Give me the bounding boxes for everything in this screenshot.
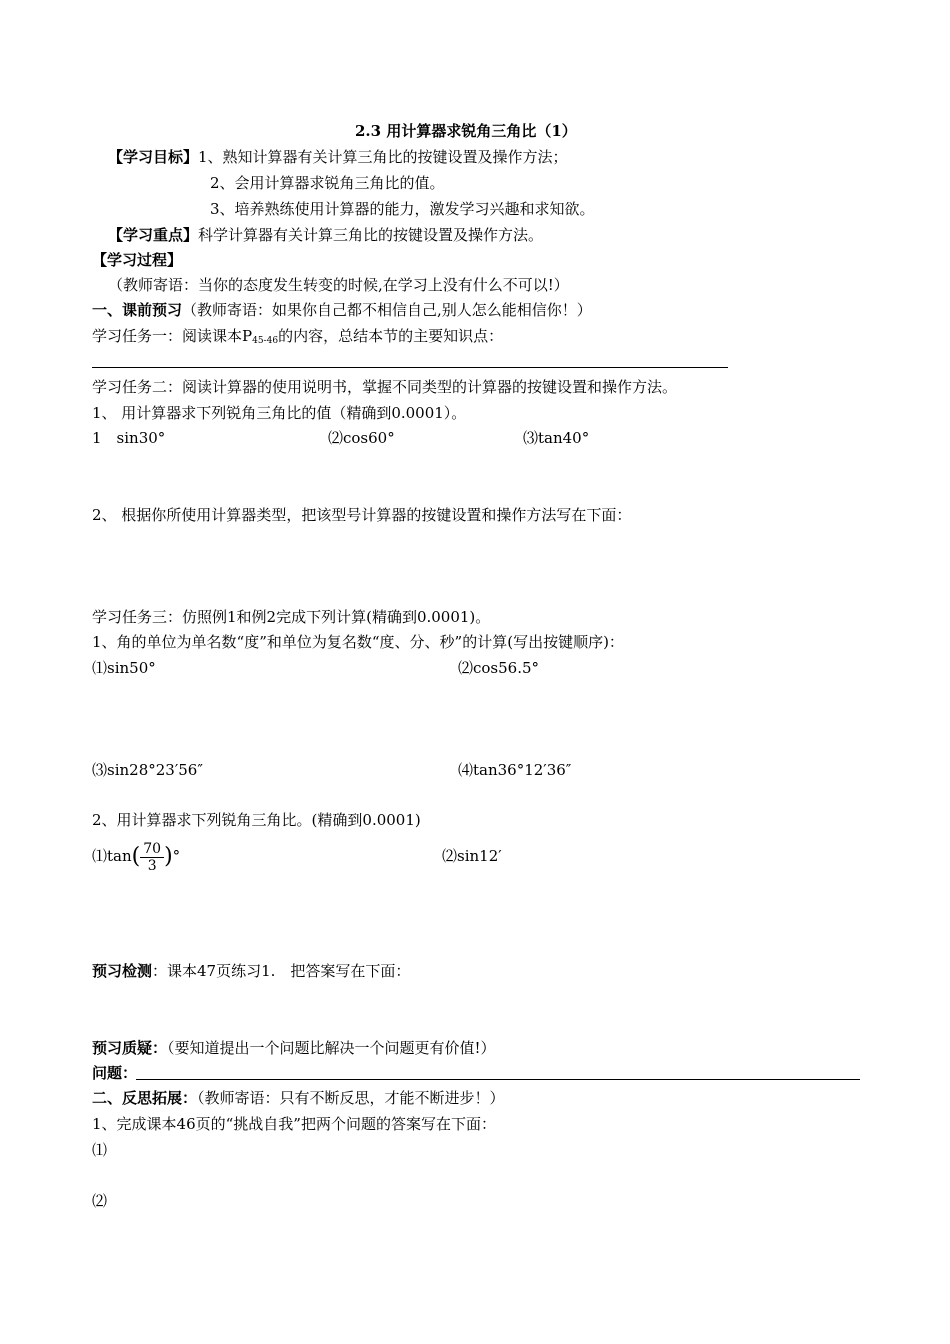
task3-q2-item-2: ⑵sin12′ [442,847,502,865]
task2-item-3: ⑶tan40° [523,429,590,447]
focus-text: 科学计算器有关计算三角比的按键设置及操作方法。 [198,226,544,244]
task3-item-1: ⑴sin50° [92,659,156,677]
task3-q1: 1、角的单位为单名数“度”和单位为复名数“度、分、秒”的计算(写出按键顺序)： [92,633,624,651]
page-title: 2.3 用计算器求锐角三角比（1） [355,122,577,140]
focus-line [108,225,543,245]
check-label: 预习检测 [92,962,153,980]
focus-label: 【学习重点】 [108,226,199,244]
goals-label: 【学习目标】 [108,148,199,166]
section1-heading: 一、课前预习 [92,301,183,319]
fraction [140,841,164,874]
tan-prefix: ⑴tan [92,847,132,865]
check-text: ：课本47页练习1. 把答案写在下面： [152,962,411,980]
task3-q2: 2、用计算器求下列锐角三角比。(精确到0.0001) [92,811,421,829]
fraction-numerator: 70 [143,840,162,857]
degree-suffix: ° [172,847,181,865]
task2-item-1: 1 sin30° [92,429,166,447]
task2-intro: 学习任务二：阅读计算器的使用说明书，掌握不同类型的计算器的按键设置和操作方法。 [92,378,678,396]
task3-item-4: ⑷tan36°12′36″ [458,761,572,779]
task3-q2-item-1: ⑴tan( $\frac{70}{3}$ )° [92,840,181,874]
answer-line-task1 [92,367,728,368]
task1-line [92,326,503,351]
task3-item-3: ⑶sin28°23′56″ [92,761,203,779]
fraction-denominator: 3 [140,857,164,874]
question-section-label: 预习质疑： [92,1039,168,1057]
question-section-note: （要知道提出一个问题比解决一个问题更有价值!） [167,1039,496,1057]
goal-item-2: 2、会用计算器求锐角三角比的值。 [210,174,445,192]
process-label: 【学习过程】 [92,251,183,269]
question-label: 问题： [92,1064,138,1082]
task2-q1: 1、 用计算器求下列锐角三角比的值（精确到0.0001）。 [92,404,467,422]
task1-suffix: 的内容，总结本节的主要知识点： [278,327,504,345]
task2-item-2: ⑵cos60° [328,429,395,447]
goal-item-1: 1、熟知计算器有关计算三角比的按键设置及操作方法； [198,148,568,166]
goal-item-3: 3、培养熟练使用计算器的能力，激发学习兴趣和求知欲。 [210,200,595,218]
section2-item-1: ⑴ [92,1141,108,1159]
section2-heading: 二、反思拓展： [92,1089,198,1107]
task1-prefix: 学习任务一：阅读课本P [92,327,253,345]
check-line [92,961,410,981]
section2-q1: 1、完成课本46页的“挑战自我”把两个问题的答案写在下面： [92,1115,496,1133]
section1-note: （教师寄语：如果你自己都不相信自己,别人怎么能相信你！） [182,301,592,319]
process-teacher-note: （教师寄语：当你的态度发生转变的时候,在学习上没有什么不可以!） [108,276,569,294]
answer-line-question [136,1079,860,1080]
section1-heading-line [92,300,592,320]
goals-line-1 [108,147,568,167]
section2-item-2: ⑵ [92,1192,108,1210]
task1-page-sub: 45-46 [252,336,279,346]
section2-heading-line [92,1088,505,1108]
task3-intro: 学习任务三：仿照例1和例2完成下列计算(精确到0.0001)。 [92,608,491,626]
task2-q2: 2、 根据你所使用计算器类型，把该型号计算器的按键设置和操作方法写在下面： [92,506,632,524]
section2-note: （教师寄语：只有不断反思，才能不断进步！） [197,1089,505,1107]
question-section-line [92,1038,496,1058]
task3-item-2: ⑵cos56.5° [458,659,540,677]
